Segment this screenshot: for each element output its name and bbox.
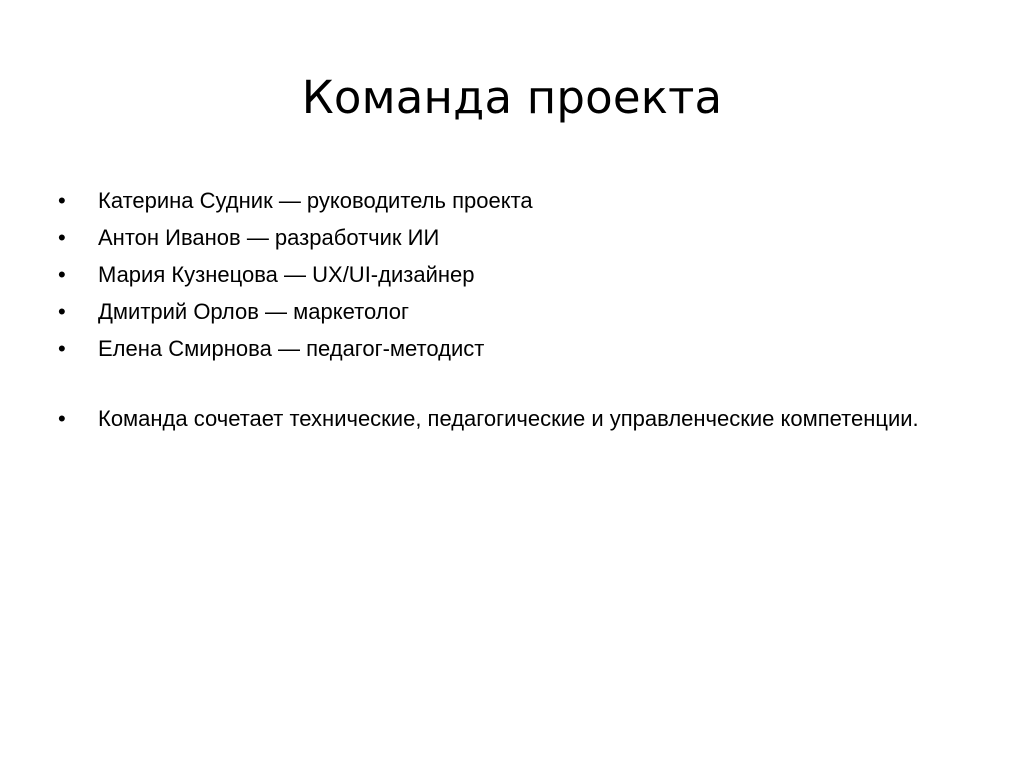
bullet-icon: • bbox=[58, 262, 66, 287]
bullet-icon: • bbox=[58, 406, 66, 431]
list-item bbox=[56, 182, 936, 219]
list-item-text: Елена Смирнова — педагог-методист bbox=[98, 336, 485, 361]
list-item-text: Дмитрий Орлов — маркетолог bbox=[98, 299, 410, 324]
bullet-icon: • bbox=[58, 188, 66, 213]
list-item-text: Антон Иванов — разработчик ИИ bbox=[98, 225, 440, 250]
bullet-icon: • bbox=[58, 225, 66, 250]
list-item bbox=[56, 219, 936, 256]
bullet-icon: • bbox=[58, 299, 66, 324]
slide-title: Команда проекта bbox=[301, 71, 723, 124]
summary-text: Команда сочетает технические, педагогические и управленческие компетенции. bbox=[98, 406, 919, 431]
bullet-icon: • bbox=[58, 336, 66, 361]
list-item bbox=[56, 256, 936, 293]
list-item-text: Катерина Судник — руководитель проекта bbox=[98, 188, 533, 213]
list-item bbox=[56, 330, 936, 367]
list-item bbox=[56, 293, 936, 330]
summary-list-item bbox=[56, 402, 936, 435]
team-bullet-list bbox=[56, 182, 936, 435]
list-item-text: Мария Кузнецова — UX/UI-дизайнер bbox=[98, 262, 475, 287]
